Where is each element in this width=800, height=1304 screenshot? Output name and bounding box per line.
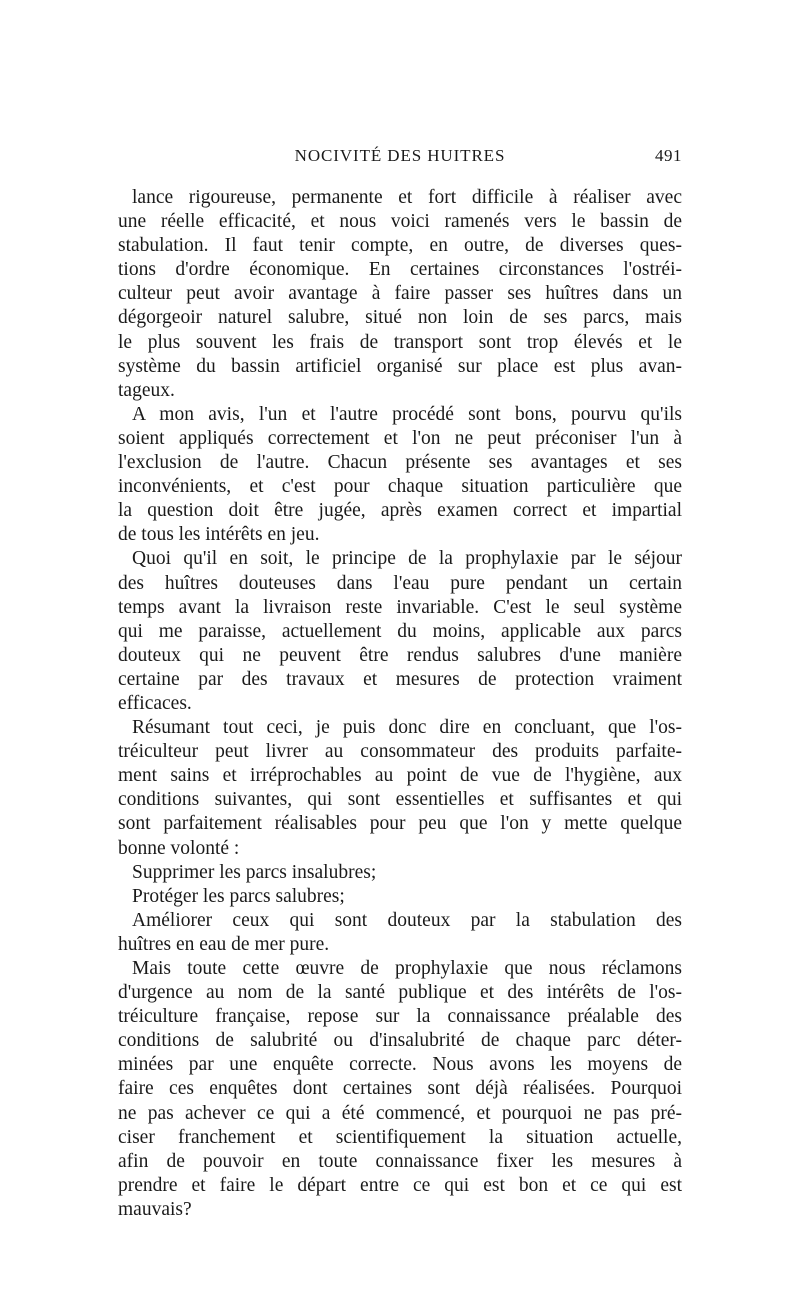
text-line: culteur peut avoir avantage à faire passer ses huîtres dans un (118, 283, 682, 305)
text-line: Résumant tout ceci, je puis donc dire en concluant, que l'os- (132, 717, 682, 739)
text-line: temps avant la livraison reste invariable. C'est le seul système (118, 596, 682, 618)
text-line: Supprimer les parcs insalubres; (132, 861, 377, 883)
paragraph (118, 957, 682, 1222)
paragraph (118, 186, 682, 403)
text-line: A mon avis, l'un et l'autre procédé sont bons, pourvu qu'ils (132, 403, 682, 425)
text-line: des huîtres douteuses dans l'eau pure pendant un certain (118, 572, 682, 594)
text-line: mauvais? (118, 1198, 192, 1220)
text-line: Protéger les parcs salubres; (132, 885, 345, 907)
text-line: minées par une enquête correcte. Nous avons les moyens de (118, 1054, 682, 1076)
paragraph (118, 547, 682, 716)
text-line: afin de pouvoir en toute connaissance fixer les mesures à (118, 1150, 682, 1172)
text-line: tageux. (118, 379, 175, 401)
text-line: tréiculture française, repose sur la connaissance préalable des (118, 1006, 682, 1028)
text-line: une réelle efficacité, et nous voici ramenés vers le bassin de (118, 211, 682, 233)
paragraph (118, 403, 682, 548)
text-line: prendre et faire le départ entre ce qui est bon et ce qui est (118, 1174, 682, 1196)
text-line: faire ces enquêtes dont certaines sont déjà réalisées. Pourquoi (118, 1078, 682, 1100)
text-line: Mais toute cette œuvre de prophylaxie que nous réclamons (132, 958, 682, 979)
text-line: conditions suivantes, qui sont essentielles et suffisantes et qui (118, 789, 682, 811)
paragraph (118, 716, 682, 861)
text-line: d'urgence au nom de la santé publique et des intérêts de l'os- (118, 982, 682, 1004)
paragraph (118, 861, 682, 885)
running-title: NOCIVITÉ DES HUITRES (294, 146, 506, 165)
text-line: conditions de salubrité ou d'insalubrité de chaque parc déter- (118, 1030, 682, 1052)
text-line: sont parfaitement réalisables pour peu que l'on y mette quelque (118, 813, 682, 835)
text-line: efficaces. (118, 692, 192, 714)
text-line: ne pas achever ce qui a été commencé, et pourquoi ne pas pré- (118, 1102, 682, 1124)
text-line: qui me paraisse, actuellement du moins, applicable aux parcs (118, 620, 682, 642)
text-line: tions d'ordre économique. En certaines circonstances l'ostréi- (118, 259, 682, 281)
text-line: inconvénients, et c'est pour chaque situation particulière que (118, 476, 682, 498)
text-line: certaine par des travaux et mesures de protection vraiment (118, 668, 682, 690)
body-text (118, 186, 682, 1222)
text-line: soient appliqués correctement et l'on ne peut préconiser l'un à (118, 427, 682, 449)
text-line: huîtres en eau de mer pure. (118, 933, 330, 955)
text-line: de tous les intérêts en jeu. (118, 524, 320, 546)
text-line: dégorgeoir naturel salubre, situé non loin de ses parcs, mais (118, 307, 682, 329)
text-line: stabulation. Il faut tenir compte, en outre, de diverses ques- (118, 235, 682, 257)
text-line: l'exclusion de l'autre. Chacun présente ses avantages et ses (118, 452, 682, 474)
text-line: tréiculteur peut livrer au consommateur des produits parfaite- (118, 741, 682, 763)
text-line: système du bassin artificiel organisé sur place est plus avan- (118, 355, 682, 377)
text-line: lance rigoureuse, permanente et fort difficile à réaliser avec (132, 187, 682, 208)
paragraph (118, 885, 682, 909)
text-line: Quoi qu'il en soit, le principe de la prophylaxie par le séjour (132, 548, 682, 570)
text-line: le plus souvent les frais de transport sont trop élevés et le (118, 331, 682, 353)
page-number: 491 (655, 146, 682, 165)
running-head (118, 146, 682, 172)
text-line: la question doit être jugée, après examen correct et impartial (118, 500, 682, 522)
text-line: bonne volonté : (118, 837, 240, 859)
text-line: Améliorer ceux qui sont douteux par la stabulation des (132, 909, 682, 931)
paragraph (118, 909, 682, 957)
text-line: ment sains et irréprochables au point de vue de l'hygiène, aux (118, 765, 682, 787)
text-line: ciser franchement et scientifiquement la situation actuelle, (118, 1126, 682, 1148)
text-line: douteux qui ne peuvent être rendus salubres d'une manière (118, 644, 682, 666)
